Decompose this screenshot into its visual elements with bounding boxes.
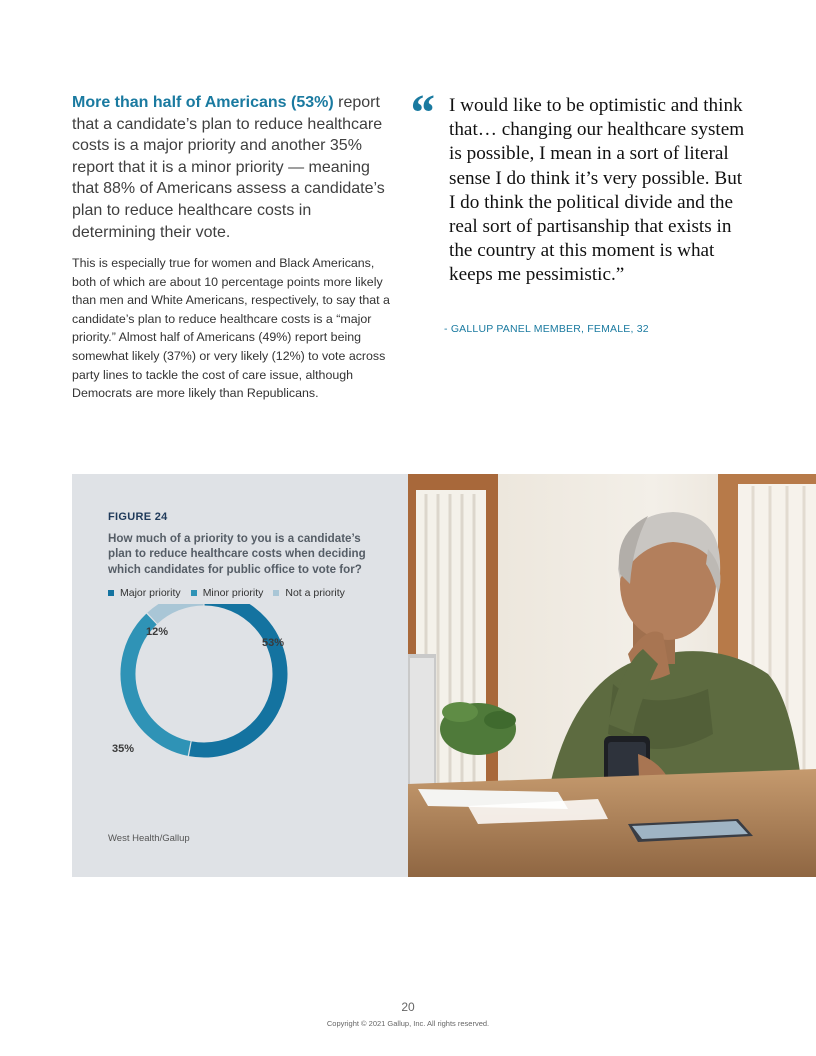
- legend-item-not: [273, 587, 345, 599]
- quote-attribution: - GALLUP PANEL MEMBER, FEMALE, 32: [444, 323, 649, 335]
- lead-highlight: More than half of Americans (53%): [72, 94, 334, 111]
- quote-mark-icon: “: [408, 85, 434, 142]
- data-label-minor: 35%: [112, 743, 135, 755]
- donut-slice-not: [152, 604, 203, 618]
- donut-slice-major: [190, 604, 280, 750]
- figure-panel: [72, 474, 408, 877]
- chart-legend: [108, 587, 345, 599]
- data-label-major: 53%: [262, 637, 285, 649]
- figure-question: How much of a priority to you is a candidate’s plan to reduce healthcare costs when deciding which candidates for public office to vote for?: [108, 532, 366, 576]
- pull-quote: I would like to be optimistic and think that… changing our healthcare system is possible, I mean in a sort of literal sense I do think it’s very possible. But I do think the political divide and the real sort of partisanship that exists in the country at this moment is what keeps me pessimistic.”: [449, 95, 745, 286]
- lead-text: report that a candidate’s plan to reduce healthcare costs is a major priority and another 35% report that it is a minor priority — meaning that 88% of Americans assess a candidate’s plan to reduce healthcare costs in determining their vote.: [72, 94, 385, 241]
- legend-swatch-major: [108, 590, 114, 596]
- figure-label: FIGURE 24: [108, 511, 168, 523]
- photo-illustration: [408, 474, 816, 877]
- legend-item-major: [108, 587, 181, 599]
- legend-swatch-minor: [191, 590, 197, 596]
- data-label-not: 12%: [146, 626, 169, 638]
- legend-swatch-not: [273, 590, 279, 596]
- copyright-notice: Copyright © 2021 Gallup, Inc. All rights reserved.: [326, 1019, 490, 1028]
- legend-item-minor: [191, 587, 264, 599]
- page-number: 20: [401, 1000, 415, 1014]
- figure-source: West Health/Gallup: [108, 833, 190, 844]
- legend-label-not: Not a priority: [285, 587, 345, 599]
- donut-slice-minor: [128, 619, 189, 749]
- body-paragraph: This is especially true for women and Black Americans, both of which are about 10 percentage points more likely than men and White Americans, respectively, to say that a candidate’s plan to reduce healthcare costs is a “major priority.” Almost half of Americans (49%) report being somewhat likely (37%) or very likely (12%) to vote across party lines to tackle the cost of care issue, although Democrats are more likely than Republicans.: [72, 256, 390, 401]
- legend-label-minor: Minor priority: [202, 587, 264, 599]
- legend-label-major: Major priority: [120, 587, 181, 599]
- photo-woman-with-phone: [408, 474, 816, 877]
- lead-paragraph: [72, 92, 390, 243]
- donut-chart: [72, 604, 408, 824]
